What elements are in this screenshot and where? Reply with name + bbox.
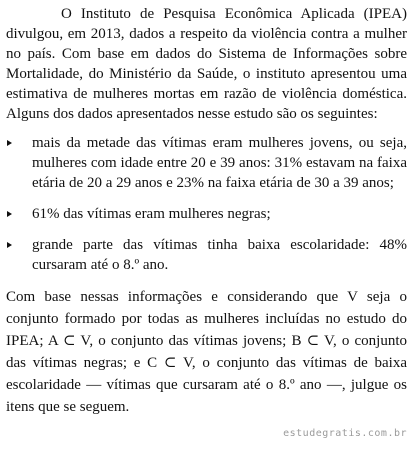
site-watermark: estudegratis.com.br <box>283 428 407 439</box>
list-item-text: grande parte das vítimas tinha baixa escolaridade: 48% cursaram até o 8.º ano. <box>32 237 407 273</box>
bullet-triangle-icon <box>7 235 14 255</box>
list-item <box>6 133 407 193</box>
list-item <box>6 204 407 224</box>
list-item-text: 61% das vítimas eram mulheres negras; <box>32 206 271 222</box>
list-item-text: mais da metade das vítimas eram mulheres jovens, ou seja, mulheres com idade entre 20 e 39 anos: 31% estavam na faixa etária de 20 a 29 anos e 23% na faixa etária de 30 a 39 anos; <box>32 135 407 191</box>
bullet-triangle-icon <box>7 204 14 224</box>
conclusion-paragraph: Com base nessas informações e considerando que V seja o conjunto formado por todas as mulheres incluídas no estudo do IPEA; A ⊂ V, o conjunto das vítimas jovens; B ⊂ V, o conjunto das vítimas negras; e C ⊂ V, o conjunto das vítimas de baixa escolaridade — vítimas que cursaram até o 8.º ano —, julgue os itens que se seguem. <box>6 289 407 415</box>
question-text <box>6 4 407 418</box>
data-list <box>6 133 407 275</box>
list-item <box>6 235 407 275</box>
intro-paragraph: O Instituto de Pesquisa Econômica Aplicada (IPEA) divulgou, em 2013, dados a respeito da violência contra a mulher no país. Com base em dados do Sistema de Informações sobre Mortalidade, do Ministério da Saúde, o instituto apresentou uma estimativa de mulheres mortas em razão de violência doméstica. Alguns dos dados apresentados nesse estudo são os seguintes: <box>6 6 407 122</box>
bullet-triangle-icon <box>7 133 14 153</box>
